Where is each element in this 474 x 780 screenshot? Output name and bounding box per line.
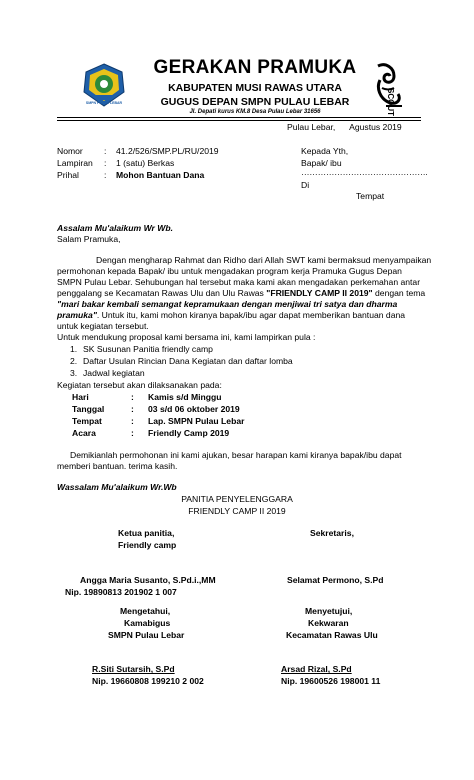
attachment-num-1: 1. [70,344,78,354]
recipient-dots: ………………………………………. [301,167,428,177]
schedule-label-hari: Hari [72,392,89,402]
gugus-depan-line: GUGUS DEPAN SMPN PULAU LEBAR [160,96,350,108]
body-p1-line1: Dengan mengharap Rahmat dan Ridho dari Allah SWT kami bermaksud menyampaikan [96,255,432,265]
recipient-line2: Bapak/ ibu [301,158,342,168]
kepsek-nip: Nip. 19660808 199210 2 002 [92,676,204,686]
committee-line1: PANITIA PENYELENGGARA [181,494,293,504]
attachment-num-3: 3. [70,368,78,378]
body-p1-line4 [57,288,425,299]
wassalam: Wassalam Mu'alaikum Wr.Wb [57,482,177,492]
recipient-line1: Kepada Yth, [301,146,349,156]
body-p3: Kegiatan tersebut akan dilaksanakan pada: [57,380,222,390]
salam-pramuka: Salam Pramuka, [57,234,121,244]
prihal-colon: : [104,170,107,180]
nomor-value: 41.2/526/SMP.PL/RU/2019 [116,146,219,156]
schedule-colon-tempat: : [131,416,134,426]
mengetahui: Mengetahui, [120,606,171,616]
date-line: Pulau Lebar, Agustus 2019 [287,122,402,132]
kamabigus: Kamabigus [124,618,171,628]
schedule-colon-hari: : [131,392,134,402]
schedule-label-tanggal: Tanggal [72,404,105,414]
salam-opening: Assalam Mu'alaikum Wr Wb. [57,223,174,233]
body-p1-line4-c: dengan tema [372,288,426,298]
schedule-label-tempat: Tempat [72,416,102,426]
schedule-value-hari: Kamis s/d Minggu [148,392,222,402]
kecamatan: Kecamatan Rawas Ulu [286,630,378,640]
theme-line1: "mari bakar kembali semangat kepramukaan dengan menjiwai tri satya dan dharma [57,299,398,309]
theme-line2: pramuka" [57,310,97,320]
ketua-role: Ketua panitia, [118,528,175,538]
attachment-num-2: 2. [70,356,78,366]
ketua-name: Angga Maria Susanto, S.Pd.i.,MM [80,575,216,585]
kwaran-name: Arsad Rizal, S.Pd [281,664,352,674]
kekwaran: Kekwaran [308,618,349,628]
nomor-colon: : [104,146,107,156]
attachment-item-2: Daftar Usulan Rincian Dana Kegiatan dan daftar lomba [83,356,293,366]
recipient-di: Di [301,180,310,190]
scout-logo [372,60,418,112]
school-logo-caption: SMPN PULAU LEBAR [85,101,123,105]
schedule-value-acara: Friendly Camp 2019 [148,428,230,438]
schedule-colon-tanggal: : [131,404,134,414]
ketua-nip: Nip. 19890813 201902 1 007 [65,587,177,597]
org-title: GERAKAN PRAMUKA [153,57,357,78]
closing-line2: memberi bantuan. terima kasih. [57,461,178,471]
menyetujui: Menyetujui, [305,606,353,616]
sekretaris-role: Sekretaris, [310,528,354,538]
lampiran-colon: : [104,158,107,168]
address-line: Jl. Depati kurus KM.8 Desa Pulau Lebar 31656 [189,109,321,115]
recipient-tempat: Tempat [356,191,385,201]
lampiran-label: Lampiran [57,158,93,168]
school-name: SMPN Pulau Lebar [108,630,185,640]
schedule-colon-acara: : [131,428,134,438]
ketua-role2: Friendly camp [118,540,177,550]
kepsek-name: R.Siti Sutarsih, S.Pd [92,664,175,674]
attachment-item-1: SK Susunan Panitia friendly camp [83,344,213,354]
lampiran-value: 1 (satu) Berkas [116,158,175,168]
schedule-value-tanggal: 03 s/d 06 oktober 2019 [148,404,240,414]
prihal-label: Prihal [57,170,79,180]
body-p1-line7: untuk kegiatan tersebut. [57,321,149,331]
event-name: "FRIENDLY CAMP II 2019" [266,288,373,298]
committee-line2: FRIENDLY CAMP II 2019 [188,506,286,516]
body-p1-line2: permohonan kepada Bapak/ ibu untuk mengadakan program kerja Pramuka Gugus Depan [57,266,402,276]
kwaran-nip: Nip. 19600526 198001 11 [281,676,381,686]
header-rule-thick [57,117,421,118]
body-p1-line6-b: . Untuk itu, kami mohon kiranya bapak/ibu agar dapat memberikan bantuan dana [96,310,406,320]
scout-logo-text: SCOUT [386,88,395,116]
nomor-label: Nomor [57,146,83,156]
body-p1-line4-a: penggalang se Kecamatan Rawas Ulu dan Ulu Rawas [57,288,267,298]
body-p2: Untuk mendukung proposal kami bersama ini, kami lampirkan pula : [57,332,316,342]
prihal-value: Mohon Bantuan Dana [116,170,205,180]
sekretaris-name: Selamat Permono, S.Pd [287,575,384,585]
regency-line: KABUPATEN MUSI RAWAS UTARA [168,82,342,94]
closing-line1: Demikianlah permohonan ini kami ajukan, besar harapan kami kiranya bapak/ibu dapat [70,450,402,460]
body-p1-line3: SMPN Pulau Lebar. Sehubungan hal tersebut maka kami akan mengadakan perkemahan antar [57,277,421,287]
schedule-label-acara: Acara [72,428,96,438]
schedule-value-tempat: Lap. SMPN Pulau Lebar [148,416,245,426]
attachment-item-3: Jadwal kegiatan [83,368,145,378]
header-rule-thin [57,120,421,121]
body-p1-line6 [57,310,405,321]
